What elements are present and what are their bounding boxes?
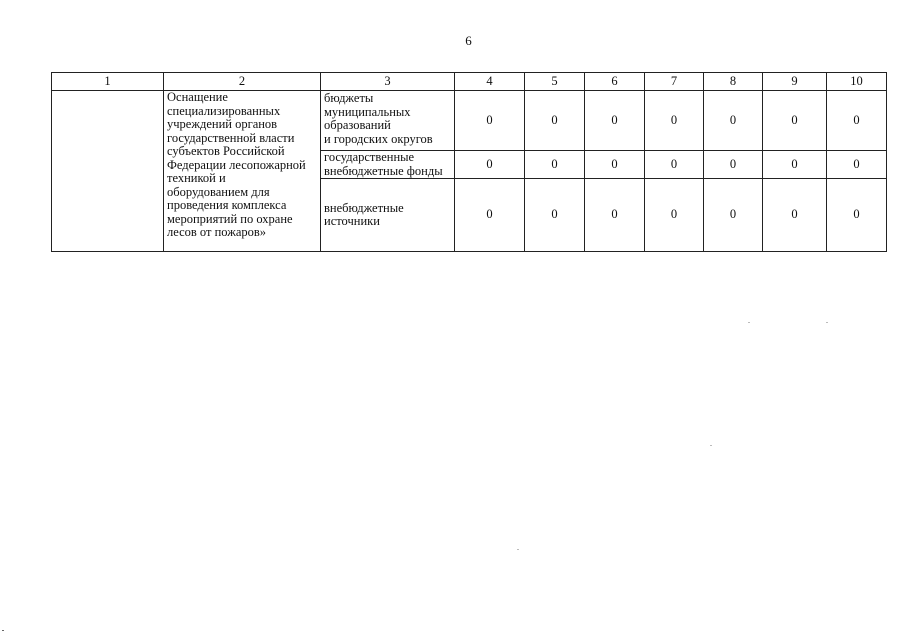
value-cell: 0 bbox=[827, 151, 887, 179]
header-row bbox=[52, 73, 887, 91]
column-header-1: 1 bbox=[52, 73, 164, 91]
funding-source-cell bbox=[321, 91, 455, 151]
source-line: внебюджетные фонды bbox=[324, 163, 443, 178]
column-header-4: 4 bbox=[455, 73, 525, 91]
funding-source-cell bbox=[321, 151, 455, 179]
value-cell: 0 bbox=[704, 151, 763, 179]
measure-line: специализированных bbox=[167, 103, 281, 118]
value-cell: 0 bbox=[525, 91, 585, 151]
value-cell: 0 bbox=[525, 151, 585, 179]
column-header-3: 3 bbox=[321, 73, 455, 91]
measure-line: оборудованием для bbox=[167, 184, 270, 199]
measure-line: техникой и bbox=[167, 171, 226, 185]
source-line: государственные bbox=[324, 150, 415, 164]
value-cell: 0 bbox=[763, 179, 827, 252]
value-cell: 0 bbox=[645, 179, 704, 252]
value-cell: 0 bbox=[645, 151, 704, 179]
table-row bbox=[52, 91, 887, 151]
measure-name-cell bbox=[164, 91, 321, 252]
value-cell: 0 bbox=[525, 179, 585, 252]
source-line: бюджеты bbox=[324, 91, 374, 105]
measure-line: учреждений органов bbox=[167, 117, 278, 131]
source-line: источники bbox=[324, 214, 380, 228]
value-cell: 0 bbox=[455, 91, 525, 151]
measure-line: мероприятий по охране bbox=[167, 211, 293, 226]
measure-line: Федерации лесопожарной bbox=[167, 157, 306, 172]
scan-speck bbox=[710, 445, 712, 446]
source-line: образований bbox=[324, 118, 391, 132]
value-cell: 0 bbox=[585, 179, 645, 252]
measure-line: проведения комплекса bbox=[167, 198, 287, 212]
measure-line: субъектов Российской bbox=[167, 144, 285, 158]
scan-speck bbox=[2, 630, 4, 631]
source-line: муниципальных bbox=[324, 104, 411, 119]
value-cell: 0 bbox=[645, 91, 704, 151]
value-cell: 0 bbox=[827, 91, 887, 151]
funding-table bbox=[51, 72, 887, 252]
value-cell: 0 bbox=[827, 179, 887, 252]
value-cell: 0 bbox=[704, 91, 763, 151]
value-cell: 0 bbox=[763, 151, 827, 179]
source-line: и городских округов bbox=[324, 131, 433, 146]
column-header-6: 6 bbox=[585, 73, 645, 91]
column-header-10: 10 bbox=[827, 73, 887, 91]
measure-line: государственной власти bbox=[167, 130, 295, 145]
measure-line: Оснащение bbox=[167, 90, 228, 104]
value-cell: 0 bbox=[763, 91, 827, 151]
value-cell: 0 bbox=[704, 179, 763, 252]
empty-number-cell bbox=[52, 91, 164, 252]
column-header-2: 2 bbox=[164, 73, 321, 91]
scan-speck bbox=[748, 322, 750, 323]
column-header-5: 5 bbox=[525, 73, 585, 91]
scan-speck bbox=[517, 549, 519, 550]
measure-line: лесов от пожаров» bbox=[167, 225, 267, 239]
funding-source-cell bbox=[321, 179, 455, 252]
value-cell: 0 bbox=[455, 151, 525, 179]
value-cell: 0 bbox=[585, 91, 645, 151]
source-line: внебюджетные bbox=[324, 200, 404, 215]
column-header-9: 9 bbox=[763, 73, 827, 91]
value-cell: 0 bbox=[455, 179, 525, 252]
column-header-8: 8 bbox=[704, 73, 763, 91]
scan-speck bbox=[826, 322, 828, 323]
value-cell: 0 bbox=[585, 151, 645, 179]
column-header-7: 7 bbox=[645, 73, 704, 91]
page-number: 6 bbox=[465, 33, 472, 48]
